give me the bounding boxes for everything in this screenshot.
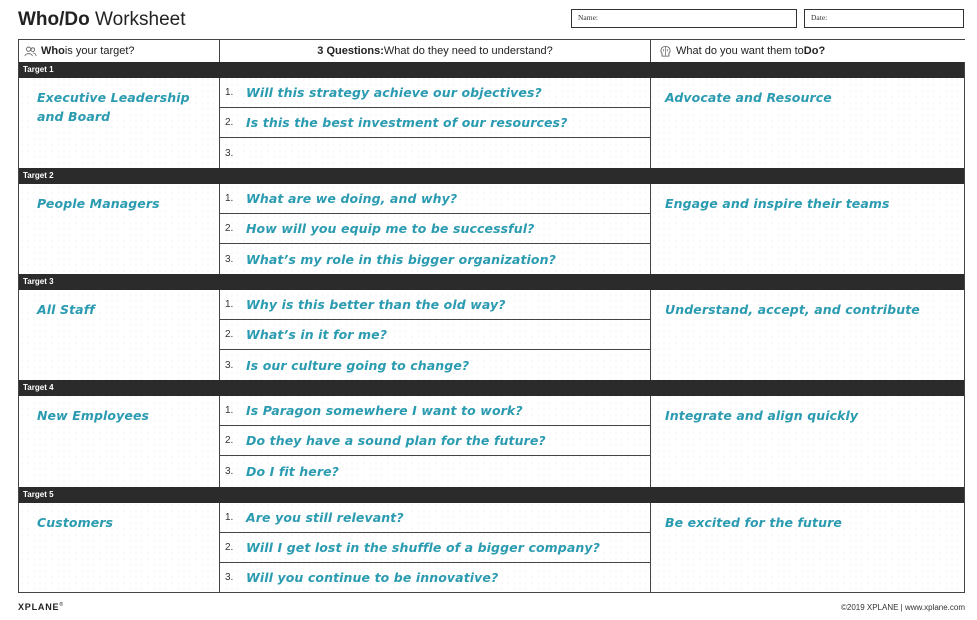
target-row xyxy=(19,290,964,380)
question-text: Are you still relevant? xyxy=(246,510,404,525)
target-band: Target 5 xyxy=(19,487,964,503)
question-number: 1. xyxy=(225,87,234,98)
target-row xyxy=(19,78,964,168)
column-header-do xyxy=(651,40,965,62)
question-number: 1. xyxy=(225,193,234,204)
question-text: Will you continue to be innovative? xyxy=(246,570,499,585)
name-label: Name: xyxy=(578,13,598,22)
question-number: 2. xyxy=(225,435,234,446)
question-text: Will I get lost in the shuffle of a bigger company? xyxy=(246,540,600,555)
question-number: 1. xyxy=(225,405,234,416)
question-text: Is this the best investment of our resources? xyxy=(246,115,568,130)
question-line[interactable] xyxy=(220,244,650,274)
questions-cell xyxy=(220,184,651,274)
question-text: How will you equip me to be successful? xyxy=(246,221,535,236)
questions-cell xyxy=(220,396,651,487)
column-who-rest: is your target? xyxy=(64,45,135,57)
questions-cell xyxy=(220,290,651,380)
question-number: 2. xyxy=(225,329,234,340)
question-number: 3. xyxy=(225,466,234,477)
target-row xyxy=(19,396,964,487)
question-number: 1. xyxy=(225,512,234,523)
column-do-bold: Do? xyxy=(803,45,826,57)
do-cell[interactable]: Advocate and Resource xyxy=(665,90,832,105)
question-line[interactable] xyxy=(220,320,650,350)
column-do-prefix: What do you want them to xyxy=(676,45,804,57)
who-cell[interactable]: Customers xyxy=(19,503,220,592)
target-band: Target 4 xyxy=(19,380,964,396)
name-field[interactable] xyxy=(571,9,797,28)
question-number: 2. xyxy=(225,542,234,553)
logo-mark: ® xyxy=(59,602,64,608)
title-rest: Worksheet xyxy=(89,9,186,30)
worksheet-grid xyxy=(18,39,965,593)
copyright: ©2019 XPLANE | www.xplane.com xyxy=(840,603,965,612)
logo-text: XPLANE xyxy=(18,602,60,612)
question-line[interactable] xyxy=(220,214,650,244)
question-line[interactable] xyxy=(220,290,650,320)
question-line[interactable] xyxy=(220,396,650,426)
question-text: Will this strategy achieve our objectives? xyxy=(246,85,542,100)
target-row xyxy=(19,184,964,274)
brain-icon xyxy=(659,45,672,58)
do-cell[interactable]: Understand, accept, and contribute xyxy=(665,302,920,317)
question-text: What are we doing, and why? xyxy=(246,191,458,206)
who-cell[interactable]: Executive Leadership and Board xyxy=(19,78,220,168)
question-text: Do they have a sound plan for the future? xyxy=(246,433,546,448)
target-row xyxy=(19,503,964,592)
question-line[interactable] xyxy=(220,108,650,138)
question-number: 3. xyxy=(225,359,234,371)
question-line[interactable] xyxy=(220,533,650,563)
question-text: What’s my role in this bigger organization? xyxy=(246,251,556,267)
column-header-who xyxy=(19,40,220,62)
question-line[interactable] xyxy=(220,138,650,168)
question-line[interactable] xyxy=(220,503,650,533)
question-number: 3. xyxy=(225,572,234,583)
column-who-bold: Who xyxy=(41,45,65,57)
do-cell[interactable]: Integrate and align quickly xyxy=(665,408,859,423)
questions-cell xyxy=(220,503,651,592)
column-questions-bold: 3 Questions: xyxy=(317,45,384,57)
questions-cell xyxy=(220,78,651,168)
do-cell[interactable]: Engage and inspire their teams xyxy=(665,196,890,211)
question-number: 2. xyxy=(225,117,234,128)
question-line[interactable] xyxy=(220,184,650,214)
target-band: Target 3 xyxy=(19,274,964,290)
title-bold: Who/Do xyxy=(18,9,90,30)
who-cell[interactable]: New Employees xyxy=(19,396,220,487)
who-cell[interactable]: All Staff xyxy=(19,290,220,380)
question-line[interactable] xyxy=(220,350,650,380)
do-cell[interactable]: Be excited for the future xyxy=(665,515,842,530)
question-line[interactable] xyxy=(220,78,650,108)
date-field[interactable] xyxy=(804,9,964,28)
question-text: Is our culture going to change? xyxy=(246,357,470,373)
who-cell[interactable]: People Managers xyxy=(19,184,220,274)
question-number: 1. xyxy=(225,299,234,310)
date-label: Date: xyxy=(811,13,828,22)
target-band: Target 1 xyxy=(19,62,964,78)
question-text: Do I fit here? xyxy=(246,464,340,479)
page-title xyxy=(18,9,186,31)
column-questions-rest: What do they need to understand? xyxy=(383,45,553,57)
question-text: Why is this better than the old way? xyxy=(246,297,506,312)
question-text: What’s in it for me? xyxy=(246,327,388,342)
column-header-questions xyxy=(220,40,651,62)
question-number: 3. xyxy=(225,147,234,159)
question-text: Is Paragon somewhere I want to work? xyxy=(246,403,523,418)
question-number: 3. xyxy=(225,253,234,265)
target-band: Target 2 xyxy=(19,168,964,184)
people-icon xyxy=(24,45,37,58)
question-line[interactable] xyxy=(220,456,650,487)
question-number: 2. xyxy=(225,223,234,234)
question-line[interactable] xyxy=(220,563,650,592)
question-line[interactable] xyxy=(220,426,650,456)
xplane-logo xyxy=(18,602,64,612)
